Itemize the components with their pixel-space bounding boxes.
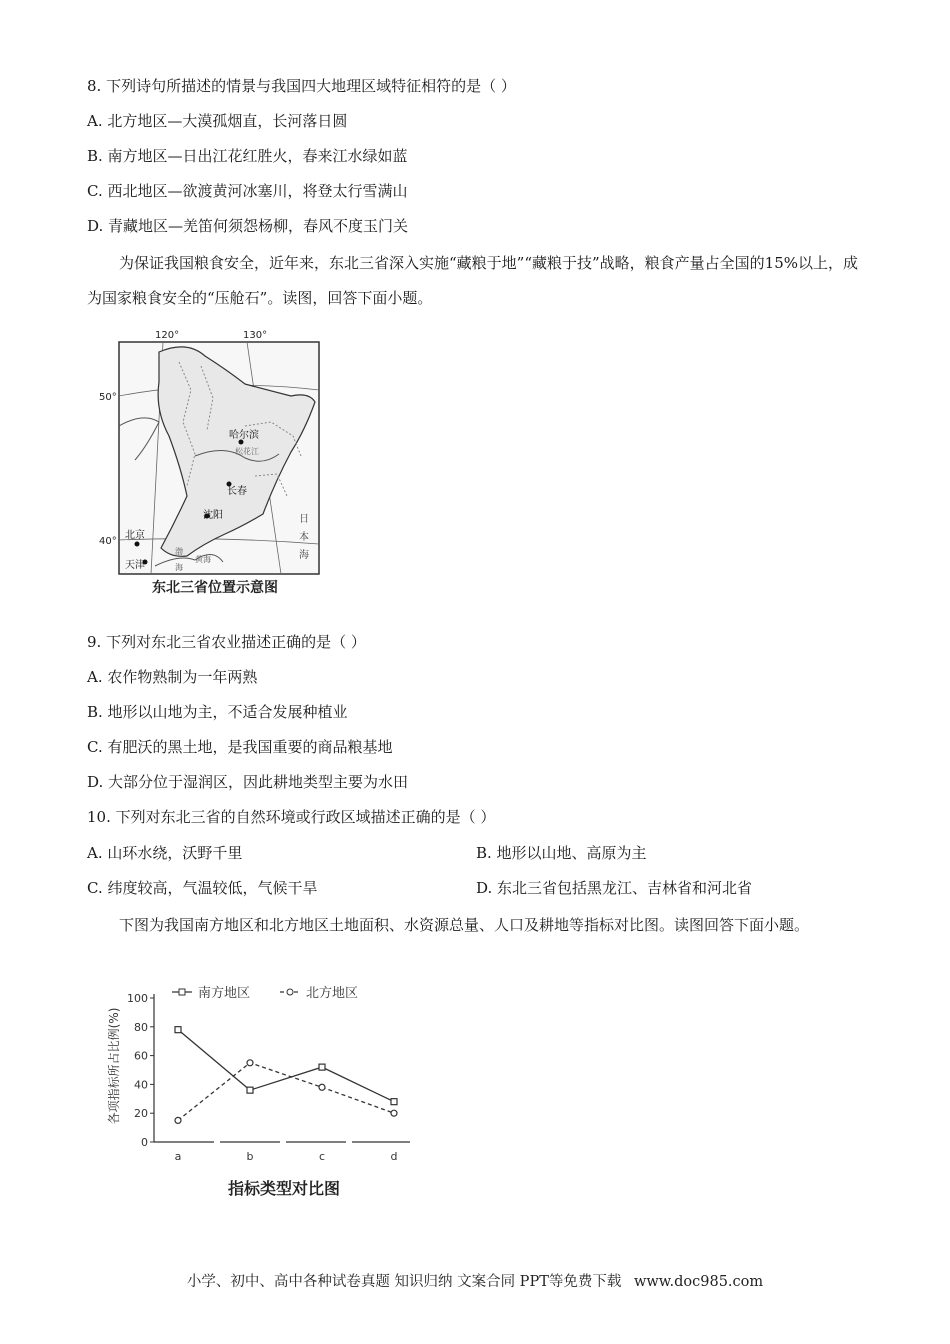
map-lat-50: 50° (99, 392, 117, 403)
map-label-shenyang: 沈阳 (203, 510, 223, 521)
chart-y-tick-label: 60 (134, 1049, 148, 1063)
footer-url[interactable]: www.doc985.com (633, 1274, 764, 1290)
page-footer (0, 1270, 950, 1291)
map-label-sea-3: 海 (299, 550, 309, 561)
q9-option-a: A. 农作物熟制为一年两熟 (87, 668, 258, 686)
chart-y-axis-label: 各项指标所占比例(%) (107, 1007, 121, 1125)
chart-point-circle (247, 1060, 253, 1066)
chart-point-circle (391, 1110, 397, 1116)
q10-option-a: A. 山环水绕，沃野千里 (87, 844, 243, 862)
chart-point-square (391, 1099, 397, 1105)
chart-x-tick-label: a (174, 1150, 182, 1163)
chart-title: 指标类型对比图 (227, 1179, 341, 1198)
intro-paragraph-northeast: 为保证我国粮食安全，近年来，东北三省深入实施“藏粮于地”“藏粮于技”战略，粮食产量占全国的15%以上，成为国家粮食安全的“压舱石”。读图，回答下面小题。 (87, 254, 859, 307)
map-lon-120: 120° (155, 330, 180, 341)
chart-series-line-0 (178, 1030, 394, 1102)
q9-stem: 9. 下列对东北三省农业描述正确的是（ ） (87, 633, 366, 651)
chart-point-square (175, 1027, 181, 1033)
map-label-hai: 海 (175, 563, 183, 572)
q8-option-c: C. 西北地区—欲渡黄河冰塞川，将登太行雪满山 (87, 182, 408, 200)
map-label-bohai: 渤 (175, 547, 183, 556)
map-lon-130: 130° (243, 330, 268, 341)
map-label-tianjin: 天津 (125, 560, 145, 571)
q8-option-a: A. 北方地区—大漠孤烟直，长河落日圆 (87, 112, 348, 130)
map-label-songhua-river: 松花江 (235, 447, 259, 456)
chart-point-circle (319, 1084, 325, 1090)
map-label-yellow-sea: 黄海 (195, 555, 211, 564)
map-label-sea-2: 本 (299, 532, 309, 543)
northeast-map (95, 326, 335, 598)
q9-option-c: C. 有肥沃的黑土地，是我国重要的商品粮基地 (87, 738, 393, 756)
chart-series-line-1 (178, 1063, 394, 1121)
map-label-changchun: 长春 (227, 486, 247, 497)
q10-option-b: B. 地形以山地、高原为主 (476, 844, 647, 862)
footer-text: 小学、初中、高中各种试卷真题 知识归纳 文案合同 PPT等免费下载 (186, 1274, 622, 1290)
map-label-sea-1: 日 (299, 514, 309, 525)
map-lat-40: 40° (99, 536, 117, 547)
chart-y-tick-label: 40 (134, 1078, 148, 1092)
chart-x-tick-label: d (390, 1150, 398, 1163)
q9-option-b: B. 地形以山地为主，不适合发展种植业 (87, 703, 348, 721)
map-label-beijing: 北京 (125, 530, 145, 541)
chart-x-tick-label: b (246, 1150, 254, 1163)
q10-stem: 10. 下列对东北三省的自然环境或行政区域描述正确的是（ ） (87, 808, 496, 826)
chart-x-tick-label: c (318, 1150, 326, 1163)
chart-legend-marker-square (179, 989, 185, 995)
chart-y-tick-label: 20 (134, 1107, 148, 1121)
chart-y-tick-label: 80 (134, 1020, 148, 1034)
chart-point-square (319, 1064, 325, 1070)
intro-paragraph-comparison: 下图为我国南方地区和北方地区土地面积、水资源总量、人口及耕地等指标对比图。读图回答下面小题。 (119, 916, 810, 934)
indicator-comparison-chart (100, 980, 430, 1204)
chart-legend-label: 北方地区 (306, 986, 359, 1001)
chart-point-circle (175, 1117, 181, 1123)
map-caption: 东北三省位置示意图 (152, 580, 278, 596)
chart-y-tick-label: 0 (141, 1136, 148, 1149)
chart-legend-marker-circle (287, 989, 293, 995)
q10-option-c: C. 纬度较高，气温较低，气候干旱 (87, 879, 318, 897)
map-label-harbin: 哈尔滨 (229, 430, 259, 441)
q9-option-d: D. 大部分位于湿润区，因此耕地类型主要为水田 (87, 773, 409, 791)
q8-option-b: B. 南方地区—日出江花红胜火，春来江水绿如蓝 (87, 147, 408, 165)
chart-point-square (247, 1087, 253, 1093)
q8-option-d: D. 青藏地区—羌笛何须怨杨柳，春风不度玉门关 (87, 217, 409, 235)
q8-stem: 8. 下列诗句所描述的情景与我国四大地理区域特征相符的是（ ） (87, 77, 516, 95)
q10-option-d: D. 东北三省包括黑龙江、吉林省和河北省 (476, 879, 753, 897)
chart-legend-label: 南方地区 (198, 986, 251, 1001)
chart-y-tick-label: 100 (127, 992, 148, 1005)
